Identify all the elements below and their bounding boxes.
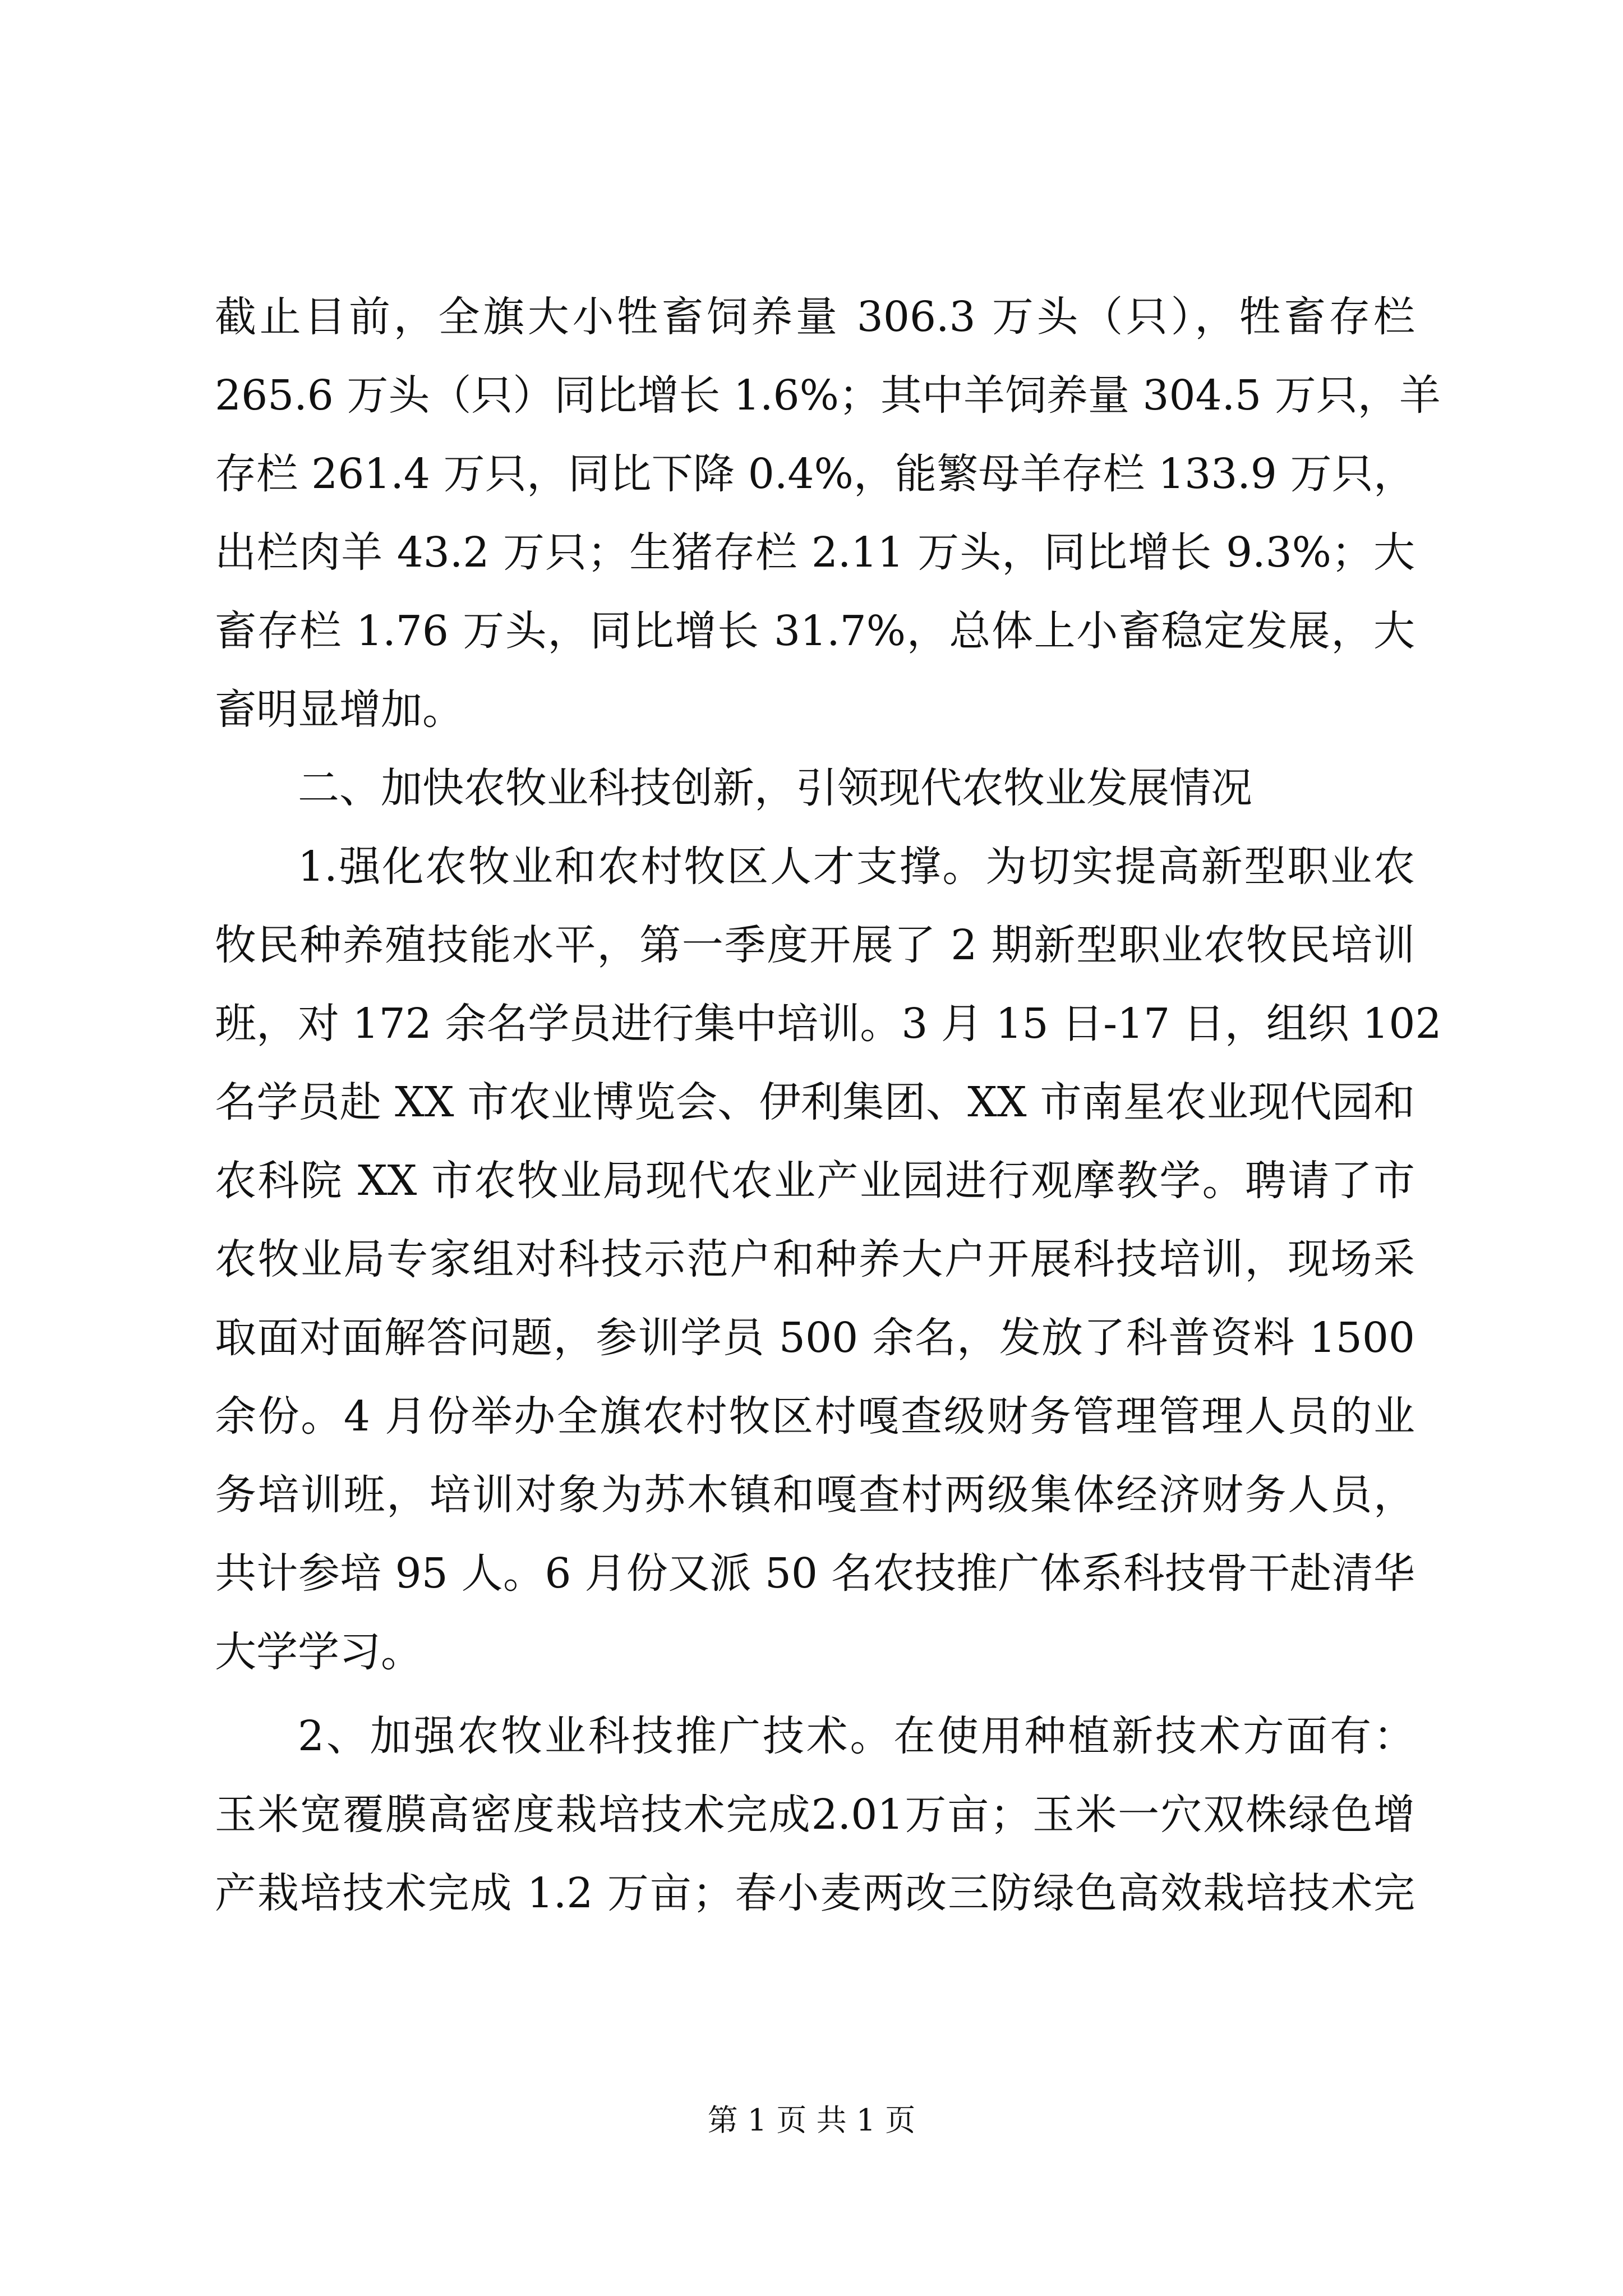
paragraph-line: 畜存栏 1.76 万头，同比增长 31.7%，总体上小畜稳定发展，大 (215, 607, 1415, 655)
paragraph-line: 务培训班，培训对象为苏木镇和嘎查村两级集体经济财务人员， (215, 1471, 1415, 1519)
document-body (215, 278, 1442, 1932)
paragraph-line: 265.6 万头（只）同比增长 1.6%；其中羊饲养量 304.5 万只，羊 (215, 371, 1441, 420)
paragraph-line: 产栽培技术完成 1.2 万亩；春小麦两改三防绿色高效栽培技术完 (215, 1869, 1415, 1917)
paragraph-line: 玉米宽覆膜高密度栽培技术完成2.01万亩；玉米一穴双株绿色增 (215, 1791, 1415, 1839)
paragraph-line: 畜明显增加。 (215, 685, 464, 734)
paragraph-line: 农科院 XX 市农牧业局现代农业产业园进行观摩教学。聘请了市 (215, 1157, 1415, 1205)
page-footer: 第 1 页 共 1 页 (707, 2102, 916, 2138)
paragraph-line: 农牧业局专家组对科技示范户和种养大户开展科技培训，现场采 (215, 1235, 1415, 1283)
section-heading: 二、加快农牧业科技创新，引领现代农牧业发展情况 (298, 764, 1252, 812)
paragraph-line: 截止目前，全旗大小牲畜饲养量 306.3 万头（只），牲畜存栏 (215, 293, 1415, 341)
paragraph-line: 出栏肉羊 43.2 万只；生猪存栏 2.11 万头，同比增长 9.3%；大 (215, 528, 1415, 577)
paragraph-line: 名学员赴 XX 市农业博览会、伊利集团、XX 市南星农业现代园和 (215, 1078, 1415, 1126)
paragraph-line: 存栏 261.4 万只，同比下降 0.4%，能繁母羊存栏 133.9 万只， (215, 450, 1415, 498)
paragraph-line: 牧民种养殖技能水平，第一季度开展了 2 期新型职业农牧民培训 (215, 921, 1415, 969)
paragraph-line: 1.强化农牧业和农村牧区人才支撑。为切实提高新型职业农 (298, 843, 1415, 891)
paragraph-line: 取面对面解答问题，参训学员 500 余名，发放了科普资料 1500 (215, 1314, 1415, 1362)
paragraph-line: 大学学习。 (215, 1628, 422, 1676)
paragraph-line: 余份。4 月份举办全旗农村牧区村嘎查级财务管理管理人员的业 (215, 1392, 1415, 1441)
paragraph-line: 2、加强农牧业科技推广技术。在使用种植新技术方面有： (298, 1712, 1415, 1760)
paragraph-line: 共计参培 95 人。6 月份又派 50 名农技推广体系科技骨干赴清华 (215, 1549, 1415, 1598)
paragraph-line: 班，对 172 余名学员进行集中培训。3 月 15 日-17 日，组织 102 (215, 1000, 1442, 1048)
